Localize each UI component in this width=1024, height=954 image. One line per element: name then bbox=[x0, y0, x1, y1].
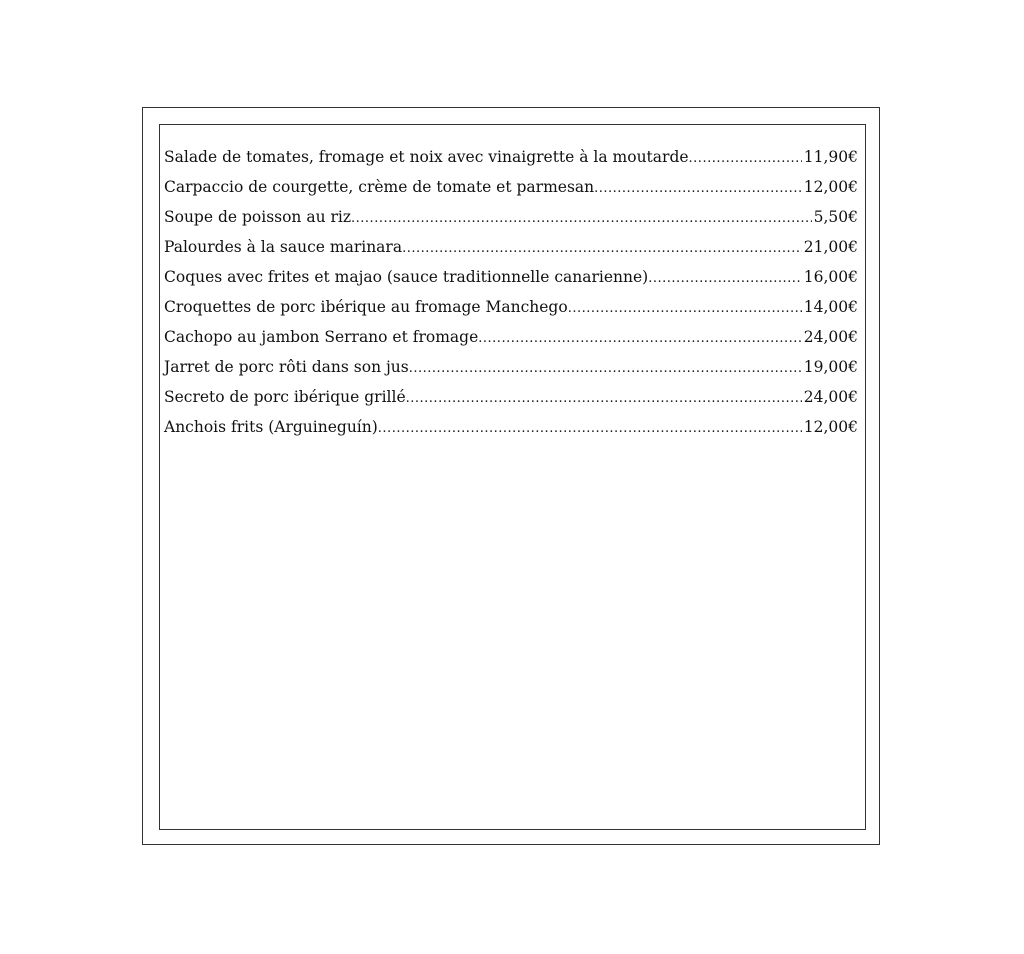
menu-item-name: Coques avec frites et majao (sauce traditionnelle canarienne) bbox=[164, 268, 649, 286]
menu-item-name: Secreto de porc ibérique grillé bbox=[164, 388, 406, 406]
dot-leader bbox=[409, 354, 802, 384]
menu-item-name: Cachopo au jambon Serrano et fromage bbox=[164, 328, 479, 346]
menu-item-price: 5,50€ bbox=[813, 208, 858, 226]
dot-leader bbox=[351, 204, 812, 234]
dot-leader bbox=[648, 264, 802, 294]
menu-item bbox=[164, 202, 860, 232]
menu-item bbox=[164, 352, 860, 382]
menu-item-name: Croquettes de porc ibérique au fromage Manchego bbox=[164, 298, 568, 316]
menu-item-price: 16,00€ bbox=[803, 268, 858, 286]
menu-item bbox=[164, 412, 860, 442]
dot-leader bbox=[478, 324, 801, 354]
dot-leader bbox=[594, 174, 802, 204]
dot-leader bbox=[568, 294, 802, 324]
menu-item bbox=[164, 292, 860, 322]
dot-leader bbox=[406, 384, 802, 414]
menu-item-price: 24,00€ bbox=[803, 328, 858, 346]
menu-item bbox=[164, 172, 860, 202]
menu-item-name: Soupe de poisson au riz bbox=[164, 208, 352, 226]
dot-leader bbox=[689, 144, 802, 174]
menu-item bbox=[164, 322, 860, 352]
menu-item-name: Carpaccio de courgette, crème de tomate et parmesan bbox=[164, 178, 595, 196]
menu-item bbox=[164, 382, 860, 412]
menu-item-name: Jarret de porc rôti dans son jus bbox=[164, 358, 409, 376]
menu-item-price: 14,00€ bbox=[803, 298, 858, 316]
menu-item-price: 11,90€ bbox=[803, 148, 858, 166]
menu-item-price: 12,00€ bbox=[803, 178, 858, 196]
menu-item bbox=[164, 142, 860, 172]
menu-item-name: Palourdes à la sauce marinara bbox=[164, 238, 403, 256]
menu-item-name: Salade de tomates, fromage et noix avec vinaigrette à la moutarde bbox=[164, 148, 689, 166]
menu-item bbox=[164, 232, 860, 262]
menu-item-price: 19,00€ bbox=[803, 358, 858, 376]
menu-list bbox=[164, 142, 860, 442]
menu-item-price: 21,00€ bbox=[803, 238, 858, 256]
dot-leader bbox=[378, 414, 802, 444]
dot-leader bbox=[402, 234, 802, 264]
menu-item bbox=[164, 262, 860, 292]
menu-item-price: 12,00€ bbox=[803, 418, 858, 436]
menu-item-name: Anchois frits (Arguineguín) bbox=[164, 418, 378, 436]
menu-item-price: 24,00€ bbox=[803, 388, 858, 406]
